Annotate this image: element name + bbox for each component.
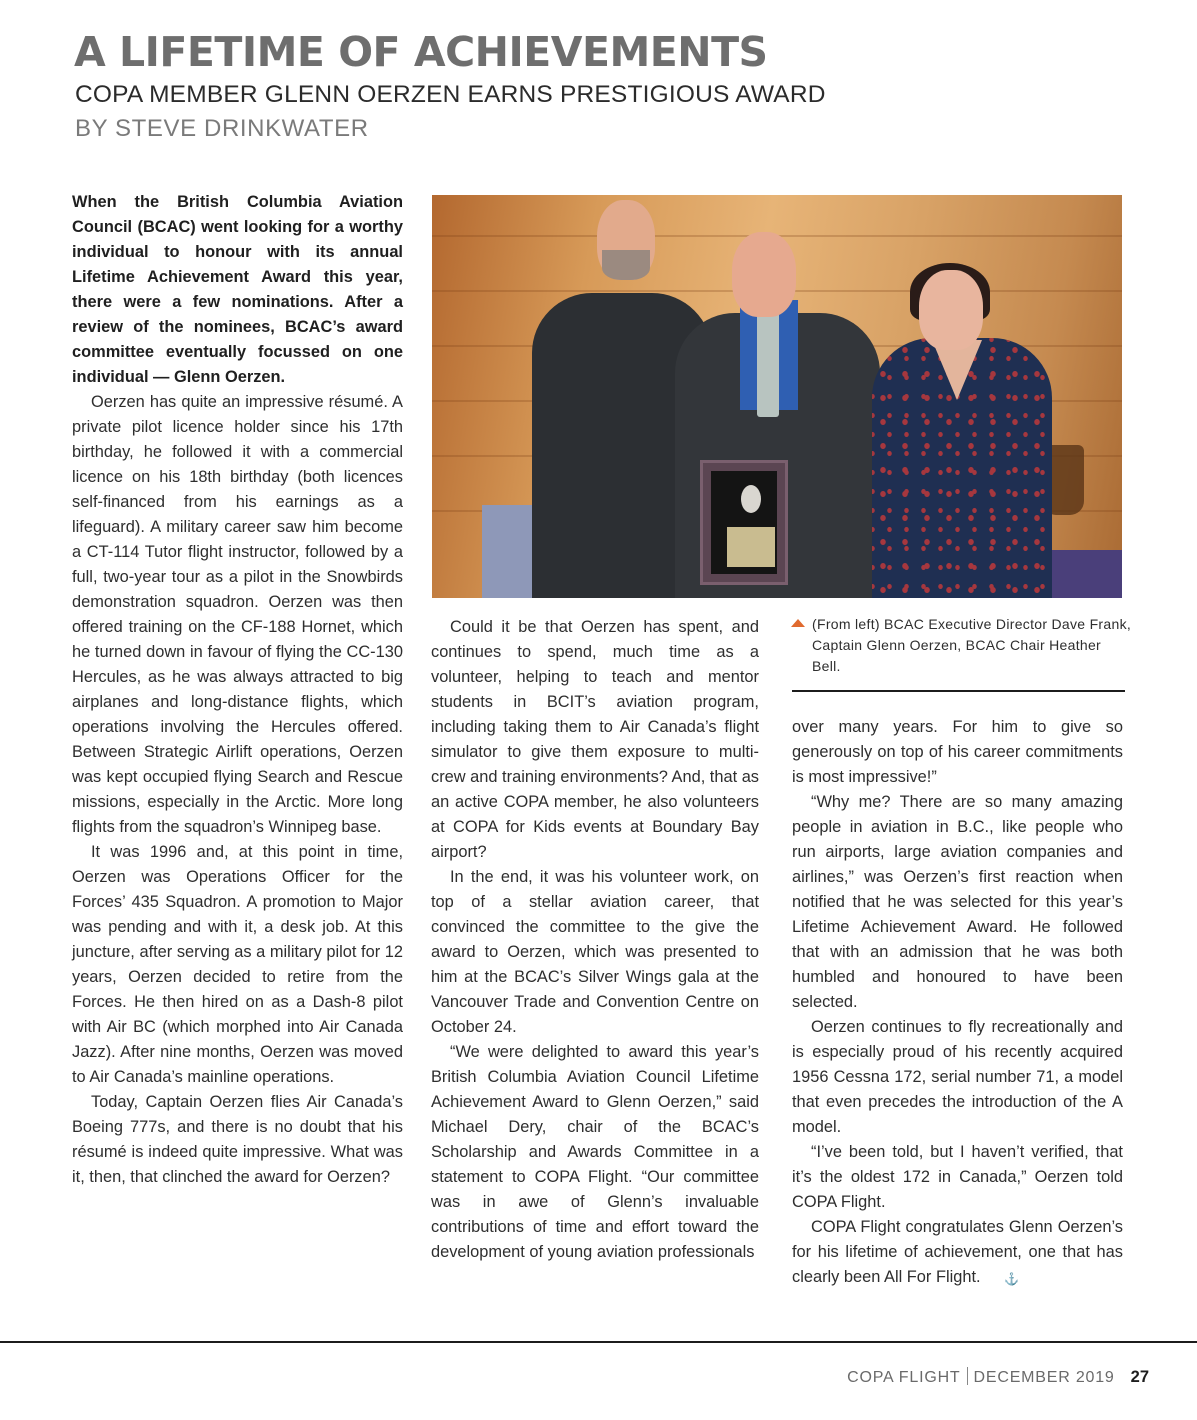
footer-divider — [0, 1341, 1197, 1343]
article-byline: BY STEVE DRINKWATER — [75, 115, 369, 142]
closing-text: COPA Flight congratulates Glenn Oerzen’s for his lifetime of achievement, one that has clearly been All For Flight. — [792, 1218, 1123, 1286]
closing-paragraph — [792, 1215, 1123, 1290]
award-photo — [432, 195, 1122, 598]
page-number: 27 — [1130, 1368, 1149, 1386]
page-footer — [847, 1367, 1149, 1387]
caption-triangle-icon — [791, 619, 805, 627]
body-paragraph: Oerzen has quite an impressive résumé. A private pilot licence holder since his 17th birthday, he followed it with a commercial licence on his 18th birthday (both licences self-financed from his earnings as a lifeguard). A military career saw him become a CT-114 Tutor flight instructor, followed by a full, two-year tour as a pilot in the Snowbirds demonstration squadron. Oerzen was then offered training on the CF-188 Hornet, which he turned down in favour of flying the CC-130 Hercules, as he was always attracted to big airplanes and long-distance flights, which operations involving the Hercules offered. Between Strategic Airlift operations, Oerzen was kept occupied flying Search and Rescue missions, especially in the Arctic. More long flights from the squadron’s Winnipeg base. — [72, 393, 403, 836]
body-paragraph: “We were delighted to award this year’s British Columbia Aviation Council Lifetime Achievement Award to Glenn Oerzen,” said Michael Dery, chair of the BCAC’s Scholarship and Awards Committee in a statement to COPA Flight. “Our committee was in awe of Glenn’s invaluable contributions of time and effort toward the development of young aviation professionals — [431, 1043, 759, 1261]
body-paragraph: over many years. For him to give so generously on top of his career commitments is most impressive!” — [792, 718, 1123, 786]
photo-caption — [792, 614, 1132, 677]
text-column-3 — [792, 715, 1123, 1290]
footer-publication: COPA FLIGHT — [847, 1369, 961, 1386]
body-paragraph: It was 1996 and, at this point in time, Oerzen was Operations Officer for the Forces’ 435 Squadron. A promotion to Major was pending and with it, a desk job. At this juncture, after serving as a military pilot for 12 years, Oerzen decided to retire from the Forces. He then hired on as a Dash-8 pilot with Air BC (which morphed into Air Canada Jazz). After nine months, Oerzen was moved to Air Canada’s mainline operations. — [72, 843, 403, 1086]
footer-separator — [967, 1367, 968, 1385]
body-paragraph: Could it be that Oerzen has spent, and continues to spend, much time as a volunteer, helping to teach and mentor students in BCIT’s aviation program, including taking them to Air Canada’s flight simulator to give them exposure to multi-crew and training environments? And, that as an active COPA member, he also volunteers at COPA for Kids events at Boundary Bay airport? — [431, 618, 760, 861]
text-column-2 — [431, 615, 759, 1265]
body-paragraph: “I’ve been told, but I haven’t verified, that it’s the oldest 172 in Canada,” Oerzen told COPA Flight. — [792, 1143, 1123, 1211]
footer-issue: DECEMBER 2019 — [973, 1369, 1115, 1386]
body-paragraph: Oerzen continues to fly recreationally and is especially proud of his recently acquired 1956 Cessna 172, serial number 71, a model that even precedes the introduction of the A model. — [792, 1018, 1123, 1136]
lead-paragraph: When the British Columbia Aviation Council (BCAC) went looking for a worthy individual to honour with its annual Lifetime Achievement Award this year, there were a few nominations. After a review of the nominees, BCAC’s award committee eventually focussed on one individual — Glenn Oerzen. — [72, 193, 403, 386]
article-title: A LIFETIME OF ACHIEVEMENTS — [74, 28, 768, 76]
caption-text: (From left) BCAC Executive Director Dave Frank, Captain Glenn Oerzen, BCAC Chair Heather Bell. — [812, 616, 1132, 674]
body-paragraph: “Why me? There are so many amazing people in aviation in B.C., like people who run airports, large aviation companies and airlines,” was Oerzen’s first reaction when notified that he was selected for this year’s Lifetime Achievement Award. He followed that with an admission that he was both humbled and honoured to have been selected. — [792, 793, 1123, 1011]
body-paragraph: In the end, it was his volunteer work, on top of a stellar aviation career, that convinced the committee to the give the award to Oerzen, which was presented to him at the BCAC’s Silver Wings gala at the Vancouver Trade and Convention Centre on October 24. — [431, 868, 759, 1036]
article-subtitle: COPA MEMBER GLENN OERZEN EARNS PRESTIGIOUS AWARD — [75, 81, 826, 108]
caption-divider — [792, 690, 1125, 692]
body-paragraph: Today, Captain Oerzen flies Air Canada’s Boeing 777s, and there is no doubt that his résumé is indeed quite impressive. What was it, then, that clinched the award for Oerzen? — [72, 1093, 403, 1186]
copa-end-mark-icon: ⚓ — [1004, 1272, 1020, 1286]
text-column-1 — [72, 190, 403, 1190]
award-plaque — [700, 460, 788, 585]
